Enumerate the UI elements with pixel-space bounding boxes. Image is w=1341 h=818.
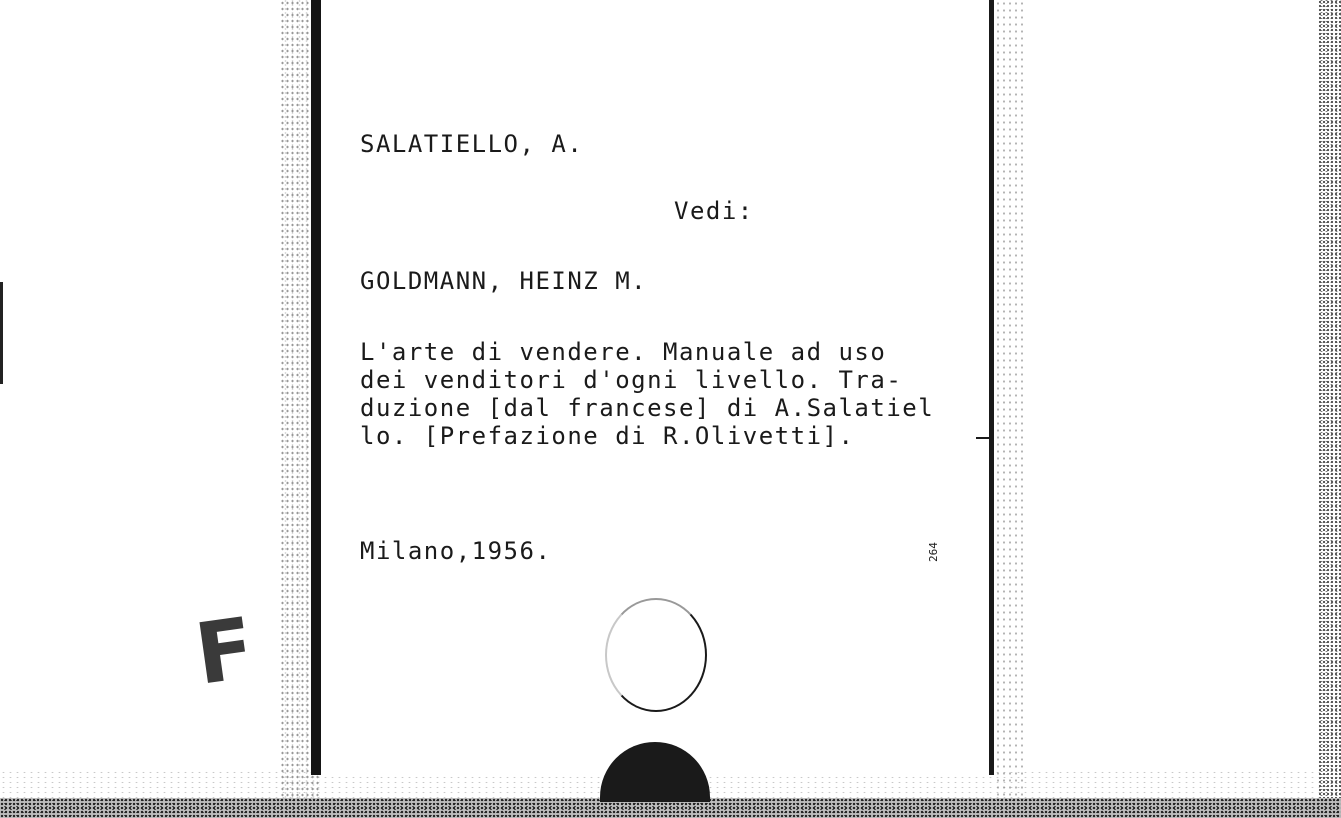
title-description bbox=[360, 338, 934, 450]
author-entry: GOLDMANN, HEINZ M. bbox=[360, 267, 648, 295]
left-edge-mark bbox=[0, 282, 3, 384]
scan-noise-right bbox=[995, 0, 1025, 800]
card-left-border bbox=[311, 0, 321, 775]
publication-place-date: Milano,1956. bbox=[360, 537, 552, 565]
title-line: lo. [Prefazione di R.Olivetti]. bbox=[360, 422, 855, 450]
title-line: L'arte di vendere. Manuale ad uso bbox=[360, 338, 887, 366]
title-line: dei venditori d'ogni livello. Tra- bbox=[360, 366, 903, 394]
card-heading: SALATIELLO, A. bbox=[360, 130, 584, 158]
scan-noise-far-right bbox=[1318, 0, 1341, 818]
title-line: duzione [dal francese] di A.Salatiel bbox=[360, 394, 935, 422]
margin-letter-f: F bbox=[189, 598, 260, 704]
underline-mark bbox=[976, 437, 992, 439]
card-right-border bbox=[989, 0, 994, 775]
punch-hole-circle bbox=[605, 598, 707, 712]
call-number-mark: 264 bbox=[927, 542, 940, 562]
see-reference-label: Vedi: bbox=[674, 197, 754, 225]
